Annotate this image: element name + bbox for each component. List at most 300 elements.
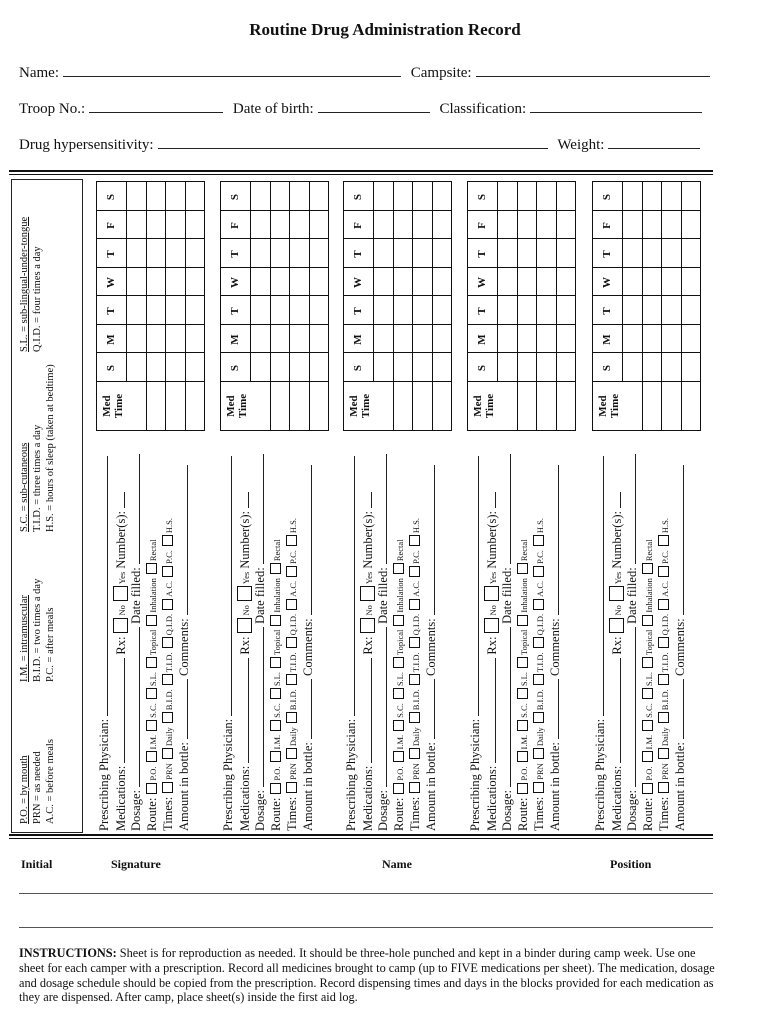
times-checkbox[interactable] <box>409 535 420 546</box>
route-checkbox[interactable] <box>517 688 528 699</box>
times-option-label: Q.I.D. <box>411 613 421 636</box>
route-checkbox[interactable] <box>270 783 281 794</box>
footer-name: Name <box>382 857 412 871</box>
times-checkbox[interactable] <box>658 782 669 793</box>
times-checkbox[interactable] <box>533 782 544 793</box>
route-checkbox[interactable] <box>517 615 528 626</box>
grid-day-header: S <box>601 364 613 372</box>
times-checkbox[interactable] <box>409 782 420 793</box>
dob-field[interactable] <box>318 98 430 113</box>
times-option-label: PRN <box>411 763 421 780</box>
times-option-label: H.S. <box>411 517 421 534</box>
times-checkbox[interactable] <box>658 748 669 759</box>
route-checkbox[interactable] <box>270 615 281 626</box>
dosage-field[interactable] <box>500 627 511 787</box>
grid-row-divider <box>451 182 452 430</box>
rx-no-checkbox[interactable] <box>484 618 499 633</box>
route-label: Route: <box>516 797 530 831</box>
route-option-label: Topical <box>395 629 405 655</box>
times-checkbox[interactable] <box>162 712 173 723</box>
route-checkbox[interactable] <box>393 720 404 731</box>
grid-row-divider <box>270 182 271 430</box>
medications-line <box>609 492 623 831</box>
route-checkbox[interactable] <box>393 751 404 762</box>
times-checkbox[interactable] <box>162 535 173 546</box>
grid-day-header: S <box>229 193 241 201</box>
date-filled-field[interactable] <box>129 454 140 564</box>
dosage-field[interactable] <box>376 627 387 787</box>
route-checkbox[interactable] <box>642 751 653 762</box>
rx-no-checkbox[interactable] <box>237 618 252 633</box>
amount-field[interactable] <box>177 679 188 739</box>
classification-field[interactable] <box>530 98 702 113</box>
rx-yes-checkbox[interactable] <box>237 586 252 601</box>
route-checkbox[interactable] <box>270 720 281 731</box>
route-option-label: Topical <box>148 629 158 655</box>
dosage-line <box>500 454 514 831</box>
hypersensitivity-label: Drug hypersensitivity: <box>19 137 154 153</box>
grid-head-time: Time <box>113 393 125 419</box>
times-checkbox[interactable] <box>162 782 173 793</box>
comments-field[interactable] <box>673 465 684 615</box>
med-time-grid <box>220 181 329 431</box>
route-option-label: Topical <box>644 629 654 655</box>
times-checkbox[interactable] <box>286 637 297 648</box>
comments-field[interactable] <box>301 465 312 615</box>
grid-row-divider <box>536 182 537 430</box>
bottom-rule <box>9 834 713 836</box>
rx-no-label: No <box>117 605 127 616</box>
times-option-label: P.C. <box>164 550 174 564</box>
numbers-field[interactable] <box>114 492 125 508</box>
rx-label: Rx: <box>238 636 252 655</box>
times-line <box>532 518 546 831</box>
rx-label: Rx: <box>610 636 624 655</box>
times-checkbox[interactable] <box>162 599 173 610</box>
grid-head-med: Med <box>348 395 360 417</box>
numbers-label: Number(s): <box>114 511 128 569</box>
grid-row-divider <box>432 182 433 430</box>
legend-col-4 <box>18 217 44 352</box>
grid-day-header: T <box>476 250 488 258</box>
times-option-label: A.C. <box>660 580 670 597</box>
rx-yes-checkbox[interactable] <box>113 586 128 601</box>
rx-no-checkbox[interactable] <box>609 618 624 633</box>
route-checkbox[interactable] <box>270 563 281 574</box>
route-option-label: P.O. <box>272 766 282 781</box>
times-checkbox[interactable] <box>162 637 173 648</box>
route-option-label: S.C. <box>519 703 529 718</box>
route-checkbox[interactable] <box>642 615 653 626</box>
medication-block <box>591 177 703 833</box>
amount-line <box>301 465 315 831</box>
grid-day-header: T <box>352 250 364 258</box>
medication-block <box>95 177 207 833</box>
grid-day-header: F <box>105 222 117 229</box>
times-checkbox[interactable] <box>162 566 173 577</box>
instructions-text: Sheet is for reproduction as needed. It should be three-hole punched and kept in a binder during camp week. Use one sheet for each camper with a prescription. Record all medicines brought to camp (up to FIVE medications per sheet). The medication, dosage and dosage schedule should be copied from the prescription. Record dispensing times and days in the blocks provided for each medication as they are dispensed. After camp, place sheet(s) inside the first aid log. <box>19 946 715 1005</box>
route-checkbox[interactable] <box>642 720 653 731</box>
dosage-label: Dosage: <box>376 790 390 831</box>
times-option-label: A.C. <box>164 580 174 597</box>
times-checkbox[interactable] <box>409 566 420 577</box>
physician-label: Prescribing Physician: <box>97 718 111 831</box>
physician-field[interactable] <box>344 456 355 716</box>
medication-section <box>11 177 711 833</box>
times-checkbox[interactable] <box>658 637 669 648</box>
times-option-label: Daily <box>164 727 174 747</box>
grid-day-header: S <box>476 193 488 201</box>
times-checkbox[interactable] <box>162 674 173 685</box>
route-checkbox[interactable] <box>393 657 404 668</box>
rx-yes-label: Yes <box>488 571 498 585</box>
numbers-label: Number(s): <box>361 511 375 569</box>
route-label: Route: <box>392 797 406 831</box>
dosage-label: Dosage: <box>625 790 639 831</box>
times-label: Times: <box>657 796 671 831</box>
rx-yes-label: Yes <box>117 571 127 585</box>
abbreviation-legend <box>11 179 83 833</box>
times-checkbox[interactable] <box>533 599 544 610</box>
medications-line <box>360 492 374 831</box>
rx-yes-label: Yes <box>241 571 251 585</box>
dosage-field[interactable] <box>253 627 264 787</box>
medications-field[interactable] <box>485 658 496 763</box>
hypersensitivity-field[interactable] <box>158 134 548 149</box>
medication-info <box>591 435 703 831</box>
footer-initial: Initial <box>21 857 53 871</box>
grid-head-med: Med <box>225 395 237 417</box>
medication-info <box>466 435 578 831</box>
grid-row-divider <box>328 182 329 430</box>
times-checkbox[interactable] <box>409 599 420 610</box>
header-row-troop <box>19 98 719 118</box>
physician-line <box>344 456 358 831</box>
dosage-label: Dosage: <box>129 790 143 831</box>
comments-label: Comments: <box>548 618 562 676</box>
campsite-label: Campsite: <box>410 65 472 81</box>
top-rule <box>9 170 713 172</box>
route-option-label: S.C. <box>148 703 158 718</box>
route-checkbox[interactable] <box>517 720 528 731</box>
route-checkbox[interactable] <box>146 657 157 668</box>
rx-yes-label: Yes <box>613 571 623 585</box>
route-checkbox[interactable] <box>146 563 157 574</box>
times-checkbox[interactable] <box>286 748 297 759</box>
times-checkbox[interactable] <box>533 566 544 577</box>
route-checkbox[interactable] <box>393 563 404 574</box>
date-filled-field[interactable] <box>253 454 264 564</box>
route-checkbox[interactable] <box>146 615 157 626</box>
legend-ac: A.C. = before meals <box>45 739 56 824</box>
grid-row-divider <box>373 182 374 382</box>
route-option-label: I.M. <box>519 734 529 750</box>
weight-label: Weight: <box>557 137 605 153</box>
times-label: Times: <box>408 796 422 831</box>
route-checkbox[interactable] <box>393 783 404 794</box>
header-row-hypersensitivity <box>19 134 719 154</box>
grid-day-header: F <box>229 222 241 229</box>
medication-info <box>95 435 207 831</box>
route-checkbox[interactable] <box>393 615 404 626</box>
route-checkbox[interactable] <box>517 751 528 762</box>
times-option-label: A.C. <box>288 580 298 597</box>
grid-day-header: F <box>352 222 364 229</box>
dosage-label: Dosage: <box>500 790 514 831</box>
date-filled-label: Date filled: <box>129 567 143 624</box>
dosage-line <box>376 454 390 831</box>
route-checkbox[interactable] <box>517 783 528 794</box>
instructions-heading: INSTRUCTIONS: <box>19 946 117 960</box>
times-checkbox[interactable] <box>286 535 297 546</box>
route-line <box>269 539 283 831</box>
numbers-field[interactable] <box>610 492 621 508</box>
physician-field[interactable] <box>221 456 232 716</box>
times-checkbox[interactable] <box>286 674 297 685</box>
dosage-line <box>625 454 639 831</box>
medications-line <box>113 492 127 831</box>
rx-no-label: No <box>613 605 623 616</box>
comments-field[interactable] <box>424 465 435 615</box>
grid-day-header: F <box>476 222 488 229</box>
times-option-label: H.S. <box>164 517 174 534</box>
comments-label: Comments: <box>673 618 687 676</box>
times-checkbox[interactable] <box>162 748 173 759</box>
times-checkbox[interactable] <box>533 674 544 685</box>
grid-row-divider <box>393 182 394 430</box>
rx-yes-checkbox[interactable] <box>360 586 375 601</box>
medications-field[interactable] <box>361 658 372 763</box>
weight-field[interactable] <box>608 134 700 149</box>
top-rule-thin <box>9 174 713 175</box>
times-option-label: PRN <box>660 763 670 780</box>
amount-field[interactable] <box>301 679 312 739</box>
times-option-label: Q.I.D. <box>535 613 545 636</box>
classification-label: Classification: <box>439 101 527 117</box>
comments-field[interactable] <box>177 465 188 615</box>
physician-label: Prescribing Physician: <box>221 718 235 831</box>
route-checkbox[interactable] <box>393 688 404 699</box>
footer-position: Position <box>610 857 652 871</box>
route-option-label: S.L. <box>519 672 529 687</box>
legend-tid: T.I.D. = three times a day <box>32 424 43 532</box>
times-checkbox[interactable] <box>658 712 669 723</box>
route-option-label: Topical <box>519 629 529 655</box>
grid-day-header: T <box>352 307 364 315</box>
numbers-field[interactable] <box>361 492 372 508</box>
times-option-label: T.I.D. <box>411 652 421 673</box>
grid-head-med: Med <box>597 395 609 417</box>
physician-field[interactable] <box>97 456 108 716</box>
grid-row-divider <box>185 182 186 430</box>
physician-field[interactable] <box>468 456 479 716</box>
numbers-field[interactable] <box>238 492 249 508</box>
signature-line-1[interactable] <box>19 893 713 894</box>
med-time-grid <box>592 181 701 431</box>
date-filled-field[interactable] <box>376 454 387 564</box>
grid-row-divider <box>622 182 623 382</box>
route-checkbox[interactable] <box>270 688 281 699</box>
times-checkbox[interactable] <box>409 674 420 685</box>
grid-row-divider <box>517 182 518 430</box>
numbers-label: Number(s): <box>238 511 252 569</box>
grid-row-divider <box>309 182 310 430</box>
times-option-label: H.S. <box>535 517 545 534</box>
times-option-label: P.C. <box>660 550 670 564</box>
troop-label: Troop No.: <box>19 101 86 117</box>
grid-head-med: Med <box>101 395 113 417</box>
route-checkbox[interactable] <box>146 783 157 794</box>
grid-day-header: S <box>105 364 117 372</box>
route-checkbox[interactable] <box>517 657 528 668</box>
grid-day-header: M <box>601 334 613 345</box>
route-checkbox[interactable] <box>517 563 528 574</box>
amount-line <box>673 465 687 831</box>
times-checkbox[interactable] <box>286 599 297 610</box>
legend-col-2 <box>18 579 57 682</box>
grid-day-header: W <box>476 277 488 288</box>
route-option-label: S.L. <box>395 672 405 687</box>
route-option-label: Inhalation <box>519 578 529 613</box>
route-checkbox[interactable] <box>642 688 653 699</box>
grid-day-header: T <box>601 250 613 258</box>
route-option-label: P.O. <box>148 766 158 781</box>
grid-day-header: S <box>352 193 364 201</box>
medications-label: Medications: <box>238 765 252 831</box>
times-checkbox[interactable] <box>533 712 544 723</box>
numbers-field[interactable] <box>485 492 496 508</box>
route-option-label: Inhalation <box>644 578 654 613</box>
date-filled-label: Date filled: <box>376 567 390 624</box>
med-time-grid <box>96 181 205 431</box>
comments-field[interactable] <box>548 465 559 615</box>
medications-field[interactable] <box>238 658 249 763</box>
amount-label: Amount in bottle: <box>673 742 687 831</box>
route-checkbox[interactable] <box>146 720 157 731</box>
route-checkbox[interactable] <box>642 563 653 574</box>
times-option-label: H.S. <box>660 517 670 534</box>
times-option-label: Q.I.D. <box>288 613 298 636</box>
rx-yes-checkbox[interactable] <box>609 586 624 601</box>
grid-row-divider <box>204 182 205 430</box>
times-checkbox[interactable] <box>286 712 297 723</box>
times-option-label: Q.I.D. <box>164 613 174 636</box>
grid-head-time: Time <box>237 393 249 419</box>
rx-no-label: No <box>488 605 498 616</box>
grid-head-time: Time <box>609 393 621 419</box>
route-option-label: Inhalation <box>272 578 282 613</box>
times-checkbox[interactable] <box>658 599 669 610</box>
medication-info <box>342 435 454 831</box>
rx-yes-checkbox[interactable] <box>484 586 499 601</box>
grid-day-header: S <box>476 364 488 372</box>
rx-yes-label: Yes <box>364 571 374 585</box>
rx-no-checkbox[interactable] <box>360 618 375 633</box>
times-checkbox[interactable] <box>286 782 297 793</box>
bottom-rule-thin <box>9 838 713 839</box>
date-filled-field[interactable] <box>500 454 511 564</box>
times-option-label: PRN <box>535 763 545 780</box>
times-checkbox[interactable] <box>533 535 544 546</box>
medications-label: Medications: <box>361 765 375 831</box>
times-checkbox[interactable] <box>658 535 669 546</box>
physician-field[interactable] <box>593 456 604 716</box>
legend-po: P.O. = by mouth <box>19 755 30 824</box>
troop-field[interactable] <box>89 98 223 113</box>
medications-label: Medications: <box>114 765 128 831</box>
grid-row-divider <box>642 182 643 430</box>
medications-field[interactable] <box>114 658 125 763</box>
signature-line-2[interactable] <box>19 927 713 928</box>
amount-field[interactable] <box>673 679 684 739</box>
legend-im: I.M. = intramuscular <box>19 595 30 682</box>
name-field[interactable] <box>63 62 401 77</box>
legend-prn: PRN = as needed <box>32 751 43 824</box>
times-checkbox[interactable] <box>286 566 297 577</box>
grid-day-header: T <box>229 250 241 258</box>
dosage-field[interactable] <box>625 627 636 787</box>
route-option-label: P.O. <box>395 766 405 781</box>
date-filled-field[interactable] <box>625 454 636 564</box>
route-option-label: S.L. <box>148 672 158 687</box>
times-option-label: T.I.D. <box>164 652 174 673</box>
route-checkbox[interactable] <box>642 657 653 668</box>
dosage-line <box>253 454 267 831</box>
times-option-label: B.I.D. <box>535 689 545 711</box>
times-checkbox[interactable] <box>658 566 669 577</box>
route-option-label: I.M. <box>272 734 282 750</box>
times-option-label: P.C. <box>288 550 298 564</box>
medications-field[interactable] <box>610 658 621 763</box>
route-checkbox[interactable] <box>146 751 157 762</box>
times-option-label: A.C. <box>411 580 421 597</box>
med-time-grid <box>343 181 452 431</box>
route-checkbox[interactable] <box>642 783 653 794</box>
amount-line <box>424 465 438 831</box>
legend-col-1 <box>18 739 57 824</box>
times-option-label: T.I.D. <box>660 652 670 673</box>
route-line <box>516 539 530 831</box>
grid-row-divider <box>165 182 166 430</box>
times-checkbox[interactable] <box>409 748 420 759</box>
grid-day-header: M <box>476 334 488 345</box>
grid-row-divider <box>146 182 147 430</box>
times-checkbox[interactable] <box>533 748 544 759</box>
amount-field[interactable] <box>548 679 559 739</box>
route-option-label: Inhalation <box>395 578 405 613</box>
route-option-label: Rectal <box>395 539 405 562</box>
grid-row-divider <box>556 182 557 430</box>
route-line <box>641 539 655 831</box>
route-checkbox[interactable] <box>270 751 281 762</box>
times-option-label: Q.I.D. <box>660 613 670 636</box>
route-option-label: P.O. <box>644 766 654 781</box>
route-checkbox[interactable] <box>270 657 281 668</box>
amount-line <box>177 465 191 831</box>
rx-no-checkbox[interactable] <box>113 618 128 633</box>
amount-field[interactable] <box>424 679 435 739</box>
dosage-field[interactable] <box>129 627 140 787</box>
grid-day-header: T <box>105 250 117 258</box>
times-checkbox[interactable] <box>409 637 420 648</box>
times-checkbox[interactable] <box>533 637 544 648</box>
times-checkbox[interactable] <box>658 674 669 685</box>
campsite-field[interactable] <box>476 62 710 77</box>
legend-bid: B.I.D. = two times a day <box>32 578 43 682</box>
grid-row-divider <box>661 182 662 430</box>
route-checkbox[interactable] <box>146 688 157 699</box>
times-checkbox[interactable] <box>409 712 420 723</box>
